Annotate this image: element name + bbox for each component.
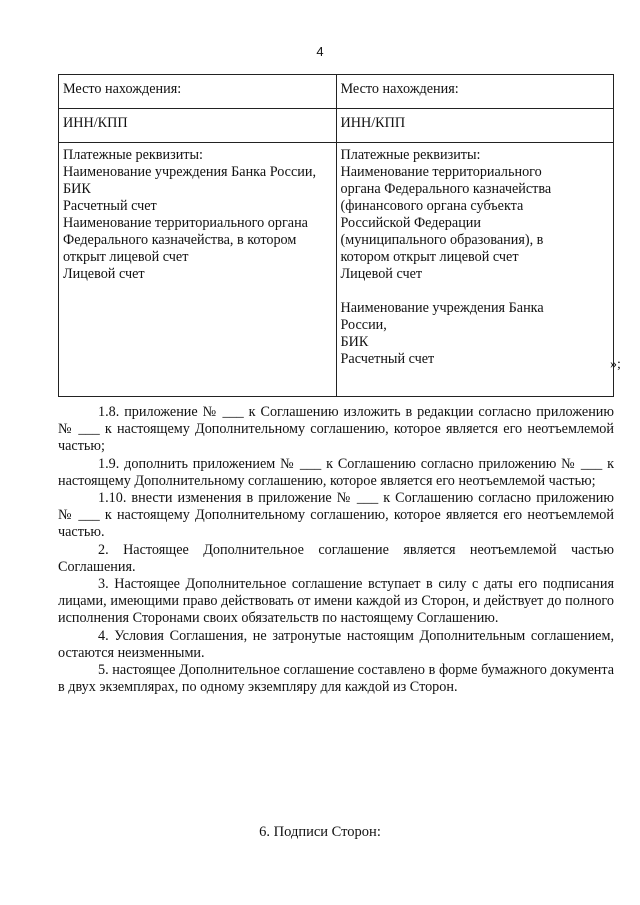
payment-line: Платежные реквизиты: <box>63 147 203 163</box>
paragraph-1-8: 1.8. приложение № ___ к Соглашению изложить в редакции согласно приложению № ___ к настоящему Дополнительному соглашению, которое является его неотъемлемой частью; <box>58 404 614 455</box>
paragraph-5: 5. настоящее Дополнительное соглашение составлено в форме бумажного документа в двух экземплярах, по одному экземпляру для каждой из Сторон. <box>58 662 614 696</box>
document-body <box>58 404 614 696</box>
payment-line: Лицевой счет <box>63 266 145 282</box>
payment-line: Наименование территориального органа <box>63 215 308 231</box>
page-number: 4 <box>316 44 324 59</box>
inn-kpp-cell-left: ИНН/КПП <box>59 109 337 143</box>
payment-line: Расчетный счет <box>63 198 157 214</box>
payment-line: Российской Федерации <box>340 215 481 231</box>
payment-line: Лицевой счет <box>340 266 423 282</box>
paragraph-4: 4. Условия Соглашения, не затронутые настоящим Дополнительным соглашением, остаются неизменными. <box>58 627 614 661</box>
payment-line: Федерального казначейства, в котором <box>63 232 297 248</box>
signatures-heading: 6. Подписи Сторон: <box>259 824 381 840</box>
table-row <box>59 143 614 397</box>
payment-details-cell-right <box>336 143 614 397</box>
payment-line: (муниципального образования), в <box>340 232 544 248</box>
payment-line: Платежные реквизиты: <box>340 147 481 163</box>
closing-quote-mark: »; <box>610 357 621 372</box>
payment-line: БИК <box>63 181 91 197</box>
inn-kpp-cell-right: ИНН/КПП <box>336 109 614 143</box>
payment-details-cell-left <box>59 143 337 397</box>
location-cell-left: Место нахождения: <box>59 75 337 109</box>
table-row <box>59 75 614 109</box>
payment-line: Наименование учреждения Банка России, <box>63 164 316 180</box>
payment-line: котором открыт лицевой счет <box>340 249 519 265</box>
payment-line: БИК <box>340 334 369 350</box>
payment-line: (финансового органа субъекта <box>340 198 524 214</box>
paragraph-2: 2. Настоящее Дополнительное соглашение является неотъемлемой частью Соглашения. <box>58 541 614 575</box>
payment-line: России, <box>340 317 387 333</box>
paragraph-1-10: 1.10. внести изменения в приложение № ___ к Соглашению согласно приложению № ___ к настоящему Дополнительному соглашению, которое является его неотъемлемой частью. <box>58 490 614 541</box>
line-gap <box>341 283 610 300</box>
payment-line: Расчетный счет <box>340 351 435 367</box>
payment-line: открыт лицевой счет <box>63 249 189 265</box>
payment-line: Наименование территориального <box>340 164 542 180</box>
payment-line: Наименование учреждения Банка <box>340 300 544 316</box>
paragraph-3: 3. Настоящее Дополнительное соглашение вступает в силу с даты его подписания лицами, имеющими право действовать от имени каждой из Сторон, и действует до полного исполнения Сторонами своих обязательств по настоящему Соглашению. <box>58 576 614 627</box>
paragraph-1-9: 1.9. дополнить приложением № ___ к Соглашению согласно приложению № ___ к настоящему Дополнительному соглашению, которое является его неотъемлемой частью; <box>58 455 614 489</box>
payment-line: органа Федерального казначейства <box>340 181 552 197</box>
location-cell-right: Место нахождения: <box>336 75 614 109</box>
requisites-table <box>58 74 614 397</box>
table-row <box>59 109 614 143</box>
